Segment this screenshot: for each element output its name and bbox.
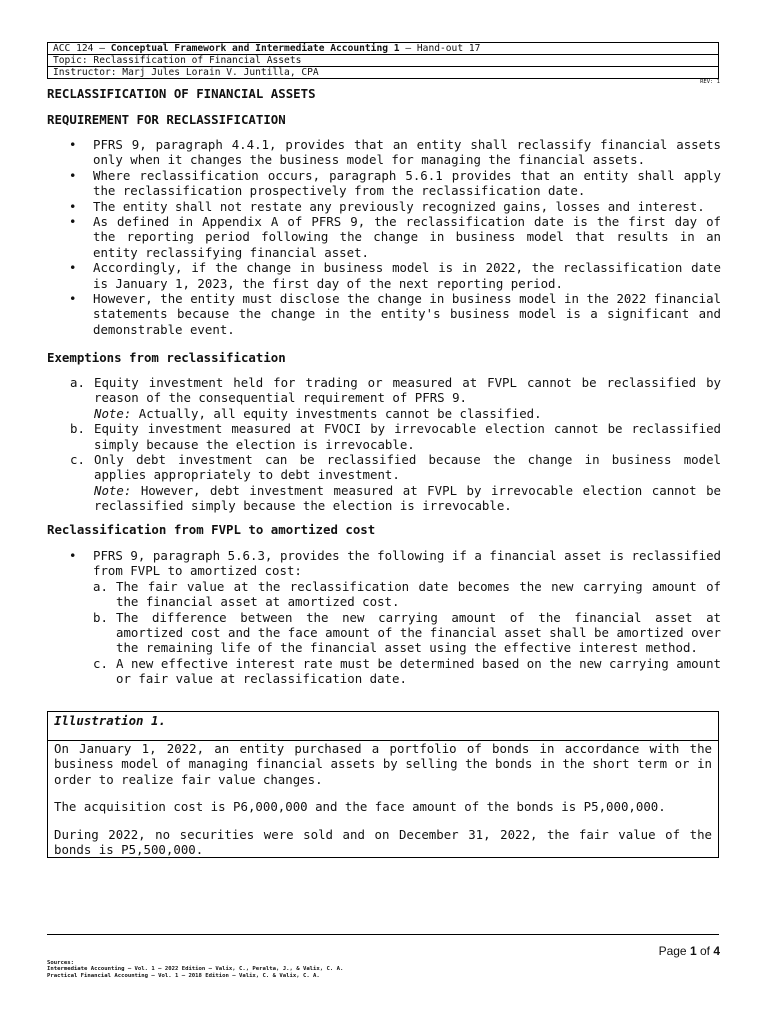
- illustration-body: [48, 741, 719, 858]
- illustration-paragraph: During 2022, no securities were sold and on December 31, 2022, the fair value of the bonds is P5,500,000.: [54, 826, 712, 858]
- list-item: c. Only debt investment can be reclassified because the change in business model applies appropriately to debt investment. Note: However, debt investment measured at FVPL by irrevocable election cannot be reclassified simply because the election is irrevocable.: [70, 452, 721, 514]
- illustration-box: [47, 711, 719, 858]
- footer-divider: [47, 934, 719, 935]
- illustration-paragraph: On January 1, 2022, an entity purchased a portfolio of bonds in accordance with the business model of managing financial assets by selling the bonds in the short term or in order to realize fair value changes.: [54, 741, 712, 787]
- fvpl-bullets: [47, 548, 721, 687]
- list-item: • However, the entity must disclose the change in business model in the 2022 financial statements because the change in the entity's business model is a significant and demonstrable event.: [69, 291, 721, 337]
- sources-footnote: Sources: Intermediate Accounting – Vol. 1 – 2022 Edition – Valix, C., Peralta, J., & Valix, C. A. Practical Financial Accounting – Vol. 1 – 2018 Edition – Valix, C. & Valix, C. A.: [47, 960, 344, 979]
- section-heading-fvpl-to-amortized: Reclassification from FVPL to amortized cost: [47, 522, 376, 537]
- illustration-paragraph: The acquisition cost is P6,000,000 and the face amount of the bonds is P5,000,000.: [54, 799, 666, 815]
- course-title: Conceptual Framework and Intermediate Accounting 1: [110, 43, 400, 54]
- document-title: RECLASSIFICATION OF FINANCIAL ASSETS: [47, 86, 316, 101]
- list-item: b. Equity investment measured at FVOCI by irrevocable election cannot be reclassified simply because the election is irrevocable.: [70, 421, 721, 452]
- illustration-title: Illustration 1.: [48, 712, 719, 741]
- requirement-bullets: [47, 137, 721, 337]
- list-item: • PFRS 9, paragraph 5.6.3, provides the following if a financial asset is reclassified from FVPL to amortized cost: a. The fair value at the reclassification date becomes the new carrying amount of the financial asset at amortized cost. b. The difference between the new carrying amount of the financial asset at amortized cost and the face amount of the financial asset shall be amortized over the remaining life of the financial asset using the effective interest method. c. A new effective interest rate must be determined based on the new carrying amount or fair value at reclassification date.: [69, 548, 721, 687]
- section-heading-exemptions: Exemptions from reclassification: [47, 350, 286, 365]
- exemptions-list: [47, 375, 721, 514]
- instructor-line: Instructor: Marj Jules Lorain V. Juntilla, CPA: [48, 67, 719, 79]
- sub-list-item: a. The fair value at the reclassification date becomes the new carrying amount of the financial asset at amortized cost.: [93, 578, 721, 610]
- page-number: Page 1 of 4: [658, 944, 720, 958]
- list-item: • The entity shall not restate any previously recognized gains, losses and interest.: [69, 198, 705, 214]
- note-label: Note:: [94, 405, 132, 421]
- sub-list-item: c. A new effective interest rate must be determined based on the new carrying amount or fair value at reclassification date.: [93, 655, 721, 687]
- note-label: Note:: [94, 482, 132, 498]
- list-item: • PFRS 9, paragraph 4.4.1, provides that an entity shall reclassify financial assets only when it changes the business model for managing the financial assets.: [69, 137, 721, 168]
- topic-line: Topic: Reclassification of Financial Assets: [48, 55, 719, 67]
- course-line: ACC 124 – Conceptual Framework and Intermediate Accounting 1 – Hand-out 17: [48, 43, 719, 55]
- revision-label: REV: 1: [700, 79, 720, 85]
- list-item: a. Equity investment held for trading or measured at FVPL cannot be reclassified by reason of the consequential requirement of PFRS 9. Note: Actually, all equity investments cannot be classified.: [70, 375, 721, 421]
- sub-list-item: b. The difference between the new carrying amount of the financial asset at amortized cost and the face amount of the financial asset shall be amortized over the remaining life of the financial asset using the effective interest method.: [93, 609, 721, 656]
- list-item: • As defined in Appendix A of PFRS 9, the reclassification date is the first day of the reporting period following the change in business model that results in an entity reclassifying financial asset.: [69, 214, 721, 260]
- list-item: • Accordingly, if the change in business model is in 2022, the reclassification date is January 1, 2023, the first day of the next reporting period.: [69, 260, 721, 291]
- list-item: • Where reclassification occurs, paragraph 5.6.1 provides that an entity shall apply the reclassification prospectively from the reclassification date.: [69, 167, 721, 199]
- handout-header-table: [47, 42, 719, 79]
- section-heading-requirement: REQUIREMENT FOR RECLASSIFICATION: [47, 112, 286, 127]
